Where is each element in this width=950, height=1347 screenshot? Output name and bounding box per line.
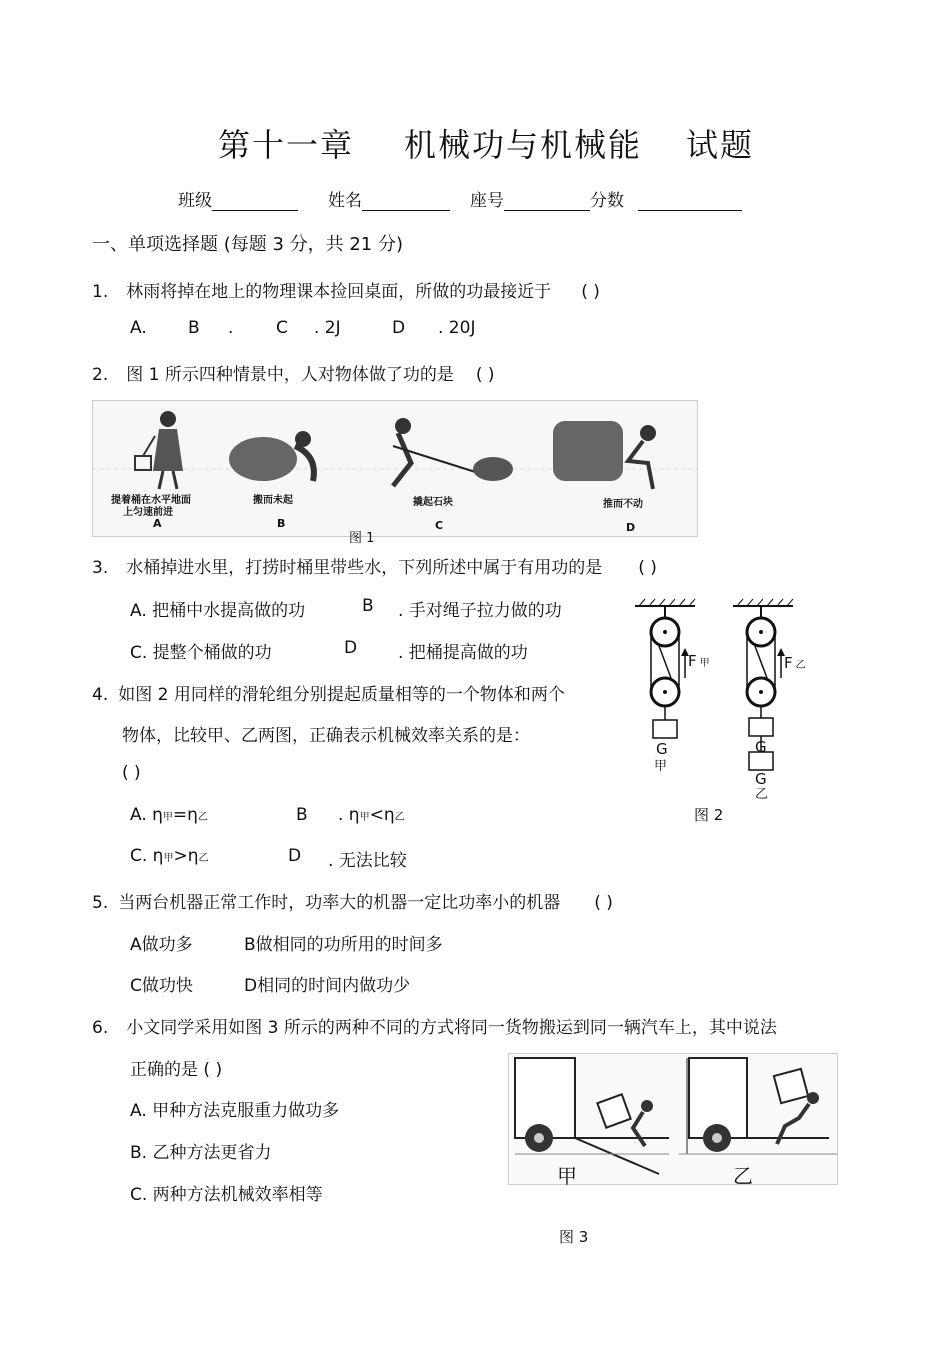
figure-1-panel-a-drawing bbox=[135, 411, 183, 489]
q3-answer-paren: ( ) bbox=[638, 558, 657, 578]
q5-option-a: A做功多 bbox=[130, 935, 193, 955]
title-kind: 试题 bbox=[686, 126, 755, 164]
q6-text-line1: 小文同学采用如图 3 所示的两种不同的方式将同一货物搬运到同一辆汽车上，其中说法 bbox=[126, 1018, 777, 1038]
q6-option-b: B. 乙种方法更省力 bbox=[130, 1143, 272, 1163]
q5-option-c: C做功快 bbox=[130, 976, 193, 996]
figure-1-panel-b-drawing bbox=[229, 431, 314, 481]
figure-1-letter-c: C bbox=[435, 519, 444, 532]
q1-answer-paren: ( ) bbox=[581, 282, 600, 302]
q3-text: 水桶掉进水里，打捞时桶里带些水，下列所述中属于有用功的是 bbox=[126, 558, 603, 578]
figure-2-label-yi: 乙 bbox=[755, 787, 769, 802]
figure-2-force-jia bbox=[688, 652, 710, 670]
q1-option-d: D bbox=[392, 318, 406, 338]
q4-option-b bbox=[338, 805, 405, 825]
q6-number: 6. bbox=[92, 1018, 109, 1038]
q4-b-eta: . η bbox=[338, 805, 360, 825]
seat-blank[interactable] bbox=[504, 192, 590, 211]
figure-1-letter-d: D bbox=[626, 521, 636, 534]
q4-option-c bbox=[130, 846, 208, 866]
title-chapter: 第十一章 bbox=[218, 126, 355, 164]
q3-option-b: . 手对绳子拉力做的功 bbox=[398, 601, 562, 621]
q4-option-d: . 无法比较 bbox=[328, 851, 407, 871]
q4-b-mid: <η bbox=[369, 805, 395, 825]
q6-option-a: A. 甲种方法克服重力做功多 bbox=[130, 1101, 340, 1121]
q1-option-b-value: . bbox=[228, 318, 234, 338]
class-label: 班级 bbox=[178, 191, 212, 211]
q1-option-b: B bbox=[188, 318, 200, 338]
class-blank[interactable] bbox=[212, 192, 298, 211]
section-heading: 一、单项选择题 (每题 3 分，共 21 分) bbox=[92, 234, 404, 255]
q4-text-line1: 如图 2 用同样的滑轮组分别提起质量相等的一个物体和两个 bbox=[118, 685, 565, 705]
figure-2-f1: F bbox=[688, 652, 697, 670]
figure-1-label-b: 搬而未起 bbox=[253, 495, 293, 506]
figure-3-caption: 图 3 bbox=[559, 1228, 589, 1246]
q4-c-sub1: 甲 bbox=[163, 853, 174, 864]
q3-option-d-letter: D bbox=[344, 638, 358, 658]
q4-option-a bbox=[130, 805, 208, 825]
q5-text: 当两台机器正常工作时，功率大的机器一定比功率小的机器 bbox=[118, 893, 561, 913]
figure-2-f2-sub: 乙 bbox=[795, 660, 806, 671]
figure-2-f1-sub: 甲 bbox=[699, 658, 710, 669]
q4-a-mid: =η bbox=[172, 805, 198, 825]
q3-option-c: C. 提整个桶做的功 bbox=[130, 643, 272, 663]
question-2 bbox=[92, 360, 495, 385]
figure-2-caption: 图 2 bbox=[694, 806, 724, 824]
figure-3 bbox=[508, 1053, 838, 1188]
question-3 bbox=[92, 553, 657, 578]
q2-answer-paren: ( ) bbox=[475, 365, 495, 385]
q4-option-d-letter: D bbox=[288, 846, 302, 866]
q1-option-a: A. bbox=[130, 318, 147, 338]
page-title bbox=[218, 120, 754, 166]
figure-2-f2: F bbox=[784, 654, 793, 672]
q4-a-eta: A. η bbox=[130, 805, 163, 825]
question-1 bbox=[92, 277, 600, 302]
title-topic: 机械功与机械能 bbox=[404, 126, 643, 164]
q4-b-sub2: 乙 bbox=[394, 812, 405, 823]
question-4 bbox=[92, 680, 565, 705]
q1-number: 1. bbox=[92, 282, 109, 302]
q4-a-sub1: 甲 bbox=[162, 812, 173, 823]
q4-b-sub1: 甲 bbox=[359, 812, 370, 823]
figure-1-label-d: 推而不动 bbox=[603, 499, 643, 510]
student-info-line bbox=[178, 186, 742, 211]
q5-number: 5. bbox=[92, 893, 109, 913]
figure-1-panel-d-drawing bbox=[553, 421, 656, 489]
score-label: 分数 bbox=[590, 191, 624, 211]
q2-number: 2. bbox=[92, 365, 109, 385]
figure-2-weight-yi-2: G bbox=[755, 770, 767, 788]
q5-answer-paren: ( ) bbox=[594, 893, 613, 913]
name-label: 姓名 bbox=[328, 191, 362, 211]
q3-option-b-letter: B bbox=[362, 596, 374, 616]
question-6 bbox=[92, 1013, 777, 1038]
figure-1-letter-b: B bbox=[277, 517, 286, 530]
seat-label: 座号 bbox=[470, 191, 504, 211]
q5-option-d: D相同的时间内做功少 bbox=[244, 976, 411, 996]
q3-option-a: A. 把桶中水提高做的功 bbox=[130, 601, 306, 621]
q3-option-d: . 把桶提高做的功 bbox=[398, 643, 528, 663]
question-5 bbox=[92, 888, 613, 913]
figure-1-illustration bbox=[93, 401, 697, 536]
q6-text-line2: 正确的是 ( ) bbox=[130, 1060, 223, 1080]
figure-1-panel-c-drawing bbox=[393, 418, 513, 486]
figure-2-label-jia: 甲 bbox=[654, 759, 668, 774]
figure-1-label-c: 撬起石块 bbox=[413, 497, 453, 508]
q2-text: 图 1 所示四种情景中，人对物体做了功的是 bbox=[126, 365, 454, 385]
q1-option-c-value: . 2J bbox=[314, 318, 341, 338]
figure-1-label-a2: 上匀速前进 bbox=[123, 507, 173, 518]
figure-2-force-yi bbox=[784, 654, 806, 672]
q4-a-sub2: 乙 bbox=[197, 812, 208, 823]
figure-1 bbox=[92, 400, 698, 546]
q4-c-mid: >η bbox=[173, 846, 199, 866]
q1-option-d-value: . 20J bbox=[438, 318, 476, 338]
q3-number: 3. bbox=[92, 558, 109, 578]
name-blank[interactable] bbox=[362, 192, 450, 211]
score-blank[interactable] bbox=[638, 192, 742, 211]
q4-c-sub2: 乙 bbox=[198, 853, 209, 864]
q5-option-b: B做相同的功所用的时间多 bbox=[244, 935, 443, 955]
figure-1-label-a: 提着桶在水平地面 bbox=[111, 495, 191, 506]
q4-text-line2: 物体，比较甲、乙两图，正确表示机械效率关系的是： bbox=[122, 726, 530, 746]
q1-option-c: C bbox=[276, 318, 288, 338]
q1-text: 林雨将掉在地上的物理课本捡回桌面，所做的功最接近于 bbox=[126, 282, 552, 302]
figure-3-label-yi: 乙 bbox=[733, 1164, 753, 1188]
figure-1-letter-a: A bbox=[153, 517, 162, 530]
figure-2-weight-jia: G bbox=[656, 740, 668, 758]
figure-2-weight-yi-1: G bbox=[755, 738, 767, 756]
q4-c-eta: C. η bbox=[130, 846, 164, 866]
q6-option-c: C. 两种方法机械效率相等 bbox=[130, 1185, 323, 1205]
figure-1-caption: 图 1 bbox=[349, 531, 375, 546]
q4-number: 4. bbox=[92, 685, 109, 705]
q4-answer-paren: ( ) bbox=[122, 763, 141, 783]
figure-3-label-jia: 甲 bbox=[557, 1164, 577, 1188]
q4-option-b-letter: B bbox=[296, 805, 308, 825]
